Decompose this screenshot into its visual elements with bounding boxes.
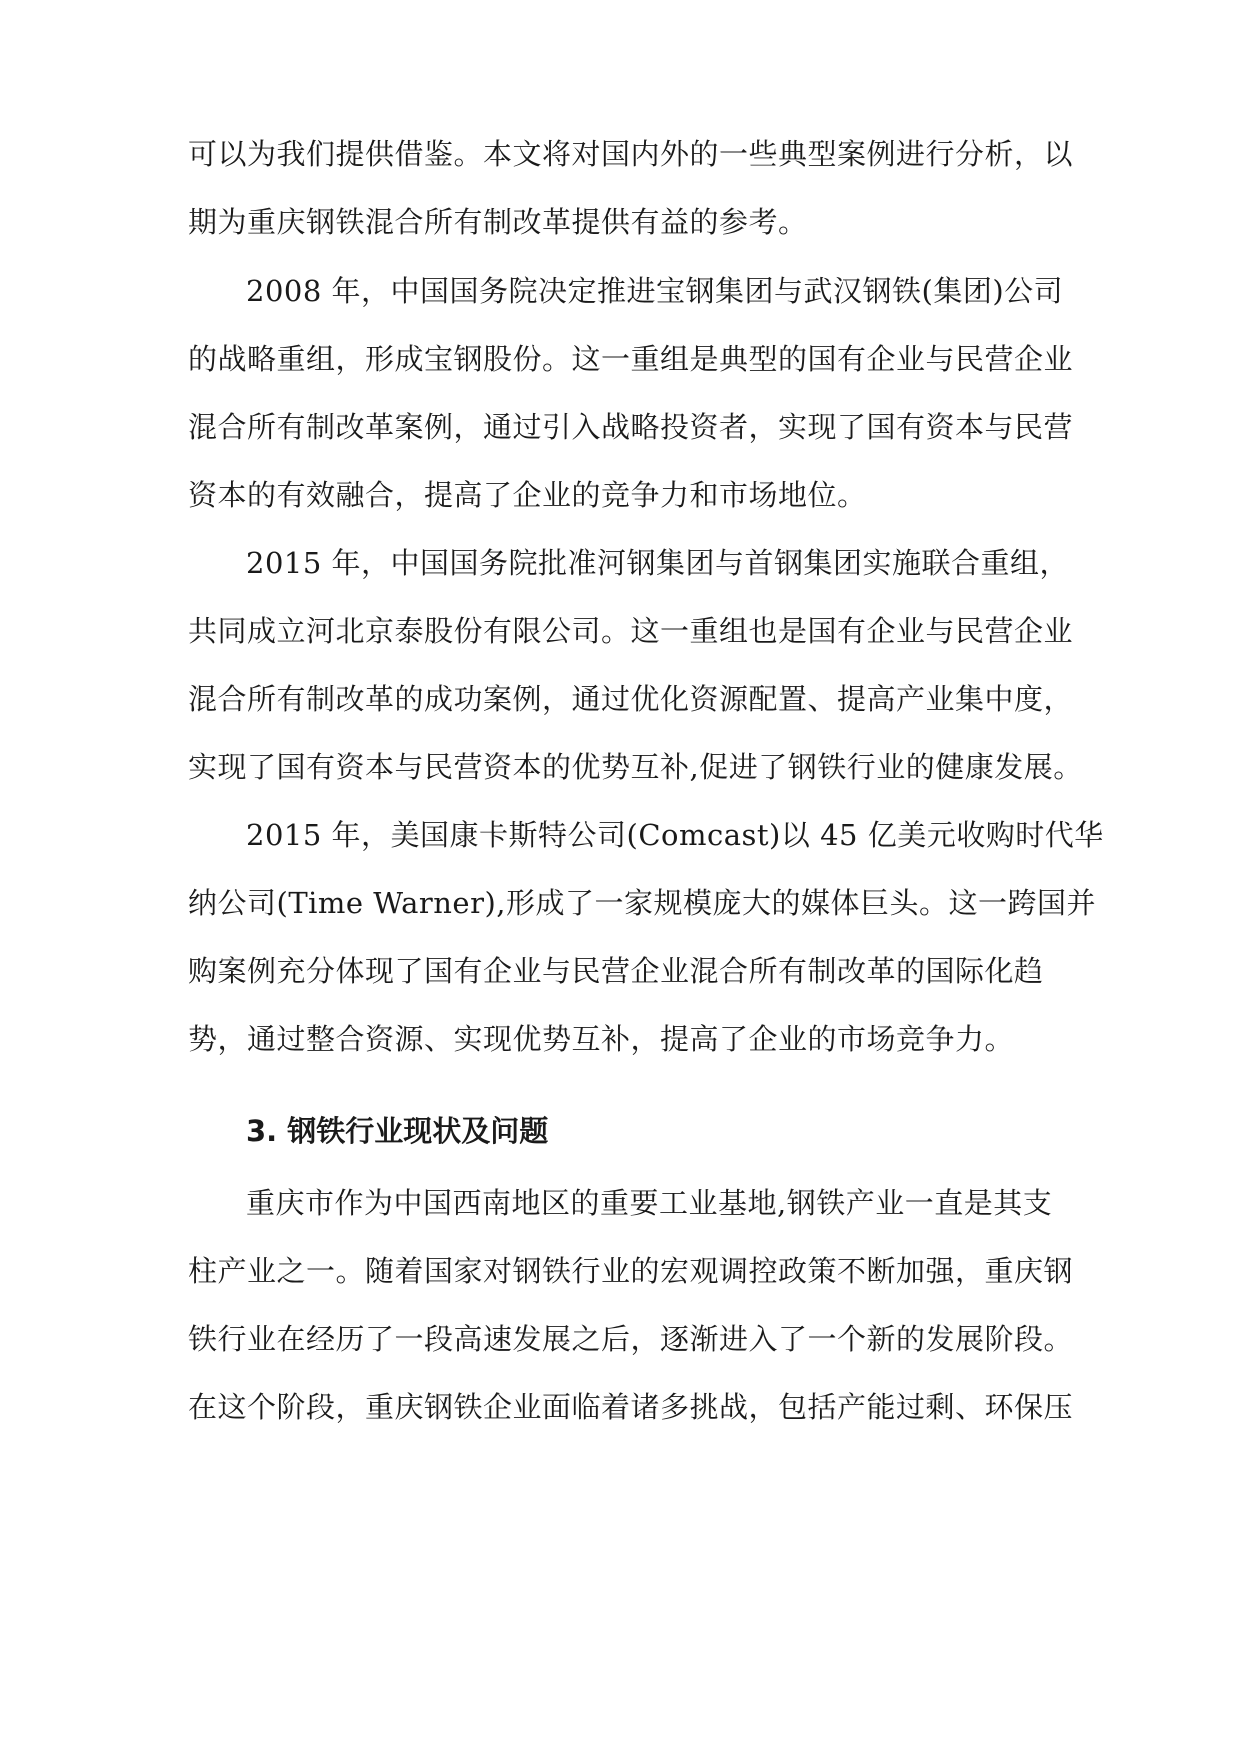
section-heading: 3. 钢铁行业现状及问题	[246, 1114, 549, 1148]
paragraph-5-line-3: 铁行业在经历了一段高速发展之后，逐渐进入了一个新的发展阶段。	[188, 1322, 1074, 1356]
paragraph-2-line-4: 资本的有效融合，提高了企业的竞争力和市场地位。	[188, 478, 867, 512]
paragraph-3-line-1: 2015 年，中国国务院批准河钢集团与首钢集团实施联合重组，	[246, 546, 1070, 580]
paragraph-1-line-2: 期为重庆钢铁混合所有制改革提供有益的参考。	[188, 205, 808, 239]
paragraph-5-line-4: 在这个阶段，重庆钢铁企业面临着诸多挑战，包括产能过剩、环保压	[188, 1390, 1074, 1424]
paragraph-4-line-4: 势，通过整合资源、实现优势互补，提高了企业的市场竞争力。	[188, 1022, 1015, 1056]
paragraph-2-line-3: 混合所有制改革案例，通过引入战略投资者，实现了国有资本与民营	[188, 410, 1074, 444]
paragraph-4-line-2: 纳公司(Time Warner),形成了一家规模庞大的媒体巨头。这一跨国并	[188, 886, 1096, 920]
paragraph-1-line-1: 可以为我们提供借鉴。本文将对国内外的一些典型案例进行分析，以	[188, 137, 1074, 171]
paragraph-3-line-3: 混合所有制改革的成功案例，通过优化资源配置、提高产业集中度，	[188, 682, 1074, 716]
paragraph-3-line-2: 共同成立河北京泰股份有限公司。这一重组也是国有企业与民营企业	[188, 614, 1074, 648]
paragraph-4-line-1: 2015 年，美国康卡斯特公司(Comcast)以 45 亿美元收购时代华	[246, 818, 1104, 852]
paragraph-5-line-2: 柱产业之一。随着国家对钢铁行业的宏观调控政策不断加强，重庆钢	[188, 1254, 1074, 1288]
paragraph-2-line-2: 的战略重组，形成宝钢股份。这一重组是典型的国有企业与民营企业	[188, 342, 1074, 376]
paragraph-2-line-1: 2008 年，中国国务院决定推进宝钢集团与武汉钢铁(集团)公司	[246, 274, 1064, 308]
paragraph-5-line-1: 重庆市作为中国西南地区的重要工业基地,钢铁产业一直是其支	[246, 1186, 1053, 1220]
paragraph-4-line-3: 购案例充分体现了国有企业与民营企业混合所有制改革的国际化趋	[188, 954, 1044, 988]
paragraph-3-line-4: 实现了国有资本与民营资本的优势互补,促进了钢铁行业的健康发展。	[188, 750, 1083, 784]
